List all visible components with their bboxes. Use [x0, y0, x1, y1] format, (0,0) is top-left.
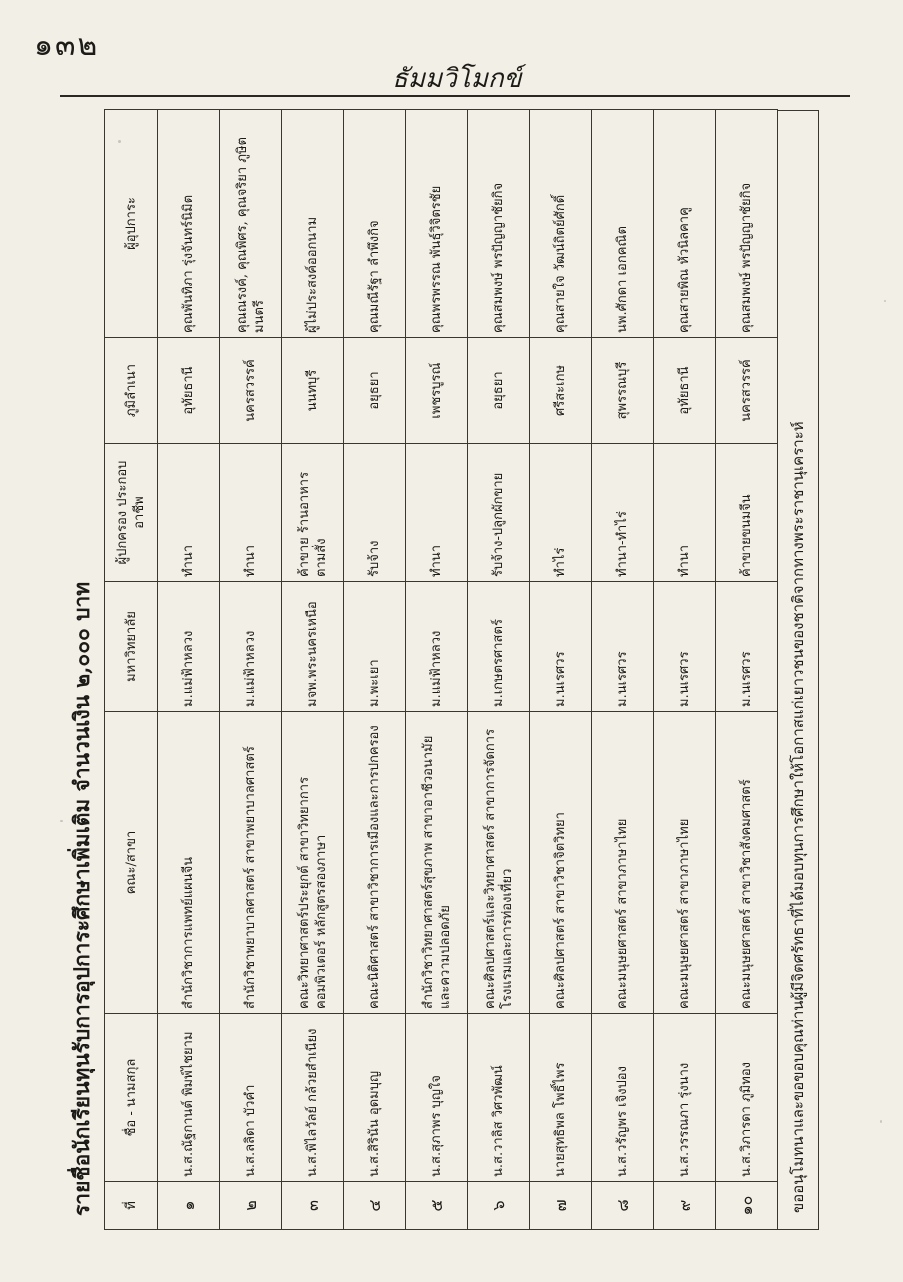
- cell-faculty: คณะศิลปศาสตร์และวิทยาศาสตร์ สาขาการจัดการโรงแรมและการท่องเที่ยว: [468, 712, 530, 1014]
- header-sponsor: ผู้อุปการะ: [105, 110, 158, 338]
- header-no: ที่: [105, 1182, 158, 1230]
- cell-university: ม.นเรศวร: [530, 582, 592, 712]
- cell-hometown: อุทัยธานี: [158, 338, 220, 444]
- cell-no: ๕: [406, 1182, 468, 1230]
- running-header: ธัมมวิโมกข์: [392, 64, 522, 94]
- cell-hometown: นนทบุรี: [282, 338, 344, 444]
- cell-guardian-job: ค้าขาย ร้านอาหารตามสั่ง: [282, 444, 344, 582]
- scan-speck: [118, 140, 121, 143]
- cell-faculty: คณะนิติศาสตร์ สาขาวิชาการเมืองและการปกครอง: [344, 712, 406, 1014]
- table-row: [158, 110, 220, 1230]
- cell-hometown: อยุธยา: [344, 338, 406, 444]
- table-row: [592, 110, 654, 1230]
- cell-guardian-job: รับจ้าง-ปลูกผักขาย: [468, 444, 530, 582]
- cell-sponsor: คุณพรพรรณ พันธุ์วิจิตรชัย: [406, 110, 468, 338]
- cell-name: น.ส.ณัฐกานต์ พิมพ์ไชยาม: [158, 1014, 220, 1182]
- cell-university: ม.นเรศวร: [716, 582, 778, 712]
- cell-university: ม.พะเยา: [344, 582, 406, 712]
- cell-name: น.ส.วรัญพร เจิงปอง: [592, 1014, 654, 1182]
- header-hometown: ภูมิลำเนา: [105, 338, 158, 444]
- cell-no: ๑: [158, 1182, 220, 1230]
- cell-name: นายสุทธิพล โพธิ์ไพร: [530, 1014, 592, 1182]
- cell-guardian-job: ทำนา: [654, 444, 716, 582]
- header-university: มหาวิทยาลัย: [105, 582, 158, 712]
- page-number: ๑๓๒: [34, 28, 100, 63]
- table-title: รายชื่อนักเรียนทุนรับการอุปการะศึกษาเพิ่มเติม จำนวนเงิน ๒,๐๐๐ บาท: [69, 581, 94, 1216]
- cell-faculty: คณะวิทยาศาสตร์ประยุกต์ สาขาวิทยาการคอมพิวเตอร์ หลักสูตรสองภาษา: [282, 712, 344, 1014]
- cell-hometown: นครสวรรค์: [716, 338, 778, 444]
- cell-sponsor: คุณมณีรัฐา ลำพึงกิจ: [344, 110, 406, 338]
- cell-name: น.ส.วิภารดา ภูมิทอง: [716, 1014, 778, 1182]
- cell-guardian-job: ทำนา-ทำไร่: [592, 444, 654, 582]
- cell-name: น.ส.สิรินัน อุดมบุญ: [344, 1014, 406, 1182]
- cell-no: ๑๐: [716, 1182, 778, 1230]
- table-footnote: ขออนุโมทนาและขอขอบคุณท่านผู้มีจิตศรัทธาที่ได้มอบทุนการศึกษาให้โอกาสแก่เยาวชนของชาติจากทางพระราชานุเคราะห์: [778, 110, 819, 1230]
- cell-hometown: อุทัยธานี: [654, 338, 716, 444]
- cell-sponsor: คุณสายพิณ หัวนิลคาคู: [654, 110, 716, 338]
- cell-no: ๓: [282, 1182, 344, 1230]
- cell-guardian-job: ทำนา: [220, 444, 282, 582]
- table-row: [406, 110, 468, 1230]
- cell-university: มจพ.พระนครเหนือ: [282, 582, 344, 712]
- cell-sponsor: คุณพันทิภา รุ่งจันทร์นิมิต: [158, 110, 220, 338]
- cell-faculty: คณะมนุษยศาสตร์ สาขาวิชาสังคมศาสตร์: [716, 712, 778, 1014]
- scan-speck: [60, 820, 63, 822]
- table-row: [530, 110, 592, 1230]
- cell-hometown: นครสวรรค์: [220, 338, 282, 444]
- cell-faculty: คณะมนุษยศาสตร์ สาขาภาษาไทย: [592, 712, 654, 1014]
- cell-no: ๒: [220, 1182, 282, 1230]
- cell-no: ๖: [468, 1182, 530, 1230]
- scholarship-table: [104, 109, 778, 1230]
- cell-sponsor: คุณสมพงษ์ พรปัญญาชัยกิจ: [716, 110, 778, 338]
- cell-guardian-job: รับจ้าง: [344, 444, 406, 582]
- cell-name: น.ส.วาลิส วิศวพัฒน์: [468, 1014, 530, 1182]
- table-row: [654, 110, 716, 1230]
- table-row: [716, 110, 778, 1230]
- cell-faculty: สำนักวิชาวิทยาศาสตร์สุขภาพ สาขาอาชีวอนามัยและความปลอดภัย: [406, 712, 468, 1014]
- cell-hometown: ศรีสะเกษ: [530, 338, 592, 444]
- cell-guardian-job: ทำนา: [158, 444, 220, 582]
- cell-faculty: คณะศิลปศาสตร์ สาขาวิชาจิตวิทยา: [530, 712, 592, 1014]
- header-rule: [60, 95, 850, 97]
- scan-speck: [884, 300, 886, 302]
- cell-sponsor: นพ.ศักดา เอกคณิต: [592, 110, 654, 338]
- cell-no: ๔: [344, 1182, 406, 1230]
- cell-guardian-job: ทำนา: [406, 444, 468, 582]
- cell-hometown: เพชรบูรณ์: [406, 338, 468, 444]
- cell-guardian-job: ค้าขายขนมจีน: [716, 444, 778, 582]
- rotated-table-block: [60, 110, 807, 1230]
- scan-speck: [880, 1120, 882, 1123]
- cell-sponsor: คุณณรงค์, คุณพิศร, คุณจริยา ภูษิตมนตรี: [220, 110, 282, 338]
- cell-sponsor: คุณสายใจ วัฒน์ถิตย์ศักดิ์: [530, 110, 592, 338]
- table-row: [282, 110, 344, 1230]
- cell-name: น.ส.สุภาพร บุญใจ: [406, 1014, 468, 1182]
- header-guardian-job: ผู้ปกครอง ประกอบอาชีพ: [105, 444, 158, 582]
- table-row: [468, 110, 530, 1230]
- cell-no: ๘: [592, 1182, 654, 1230]
- cell-faculty: สำนักวิชาการแพทย์แผนจีน: [158, 712, 220, 1014]
- cell-name: น.ส.ลลิดา บัวคำ: [220, 1014, 282, 1182]
- cell-no: ๗: [530, 1182, 592, 1230]
- table-row: [344, 110, 406, 1230]
- table-header-row: [105, 110, 158, 1230]
- cell-guardian-job: ทำไร่: [530, 444, 592, 582]
- cell-university: ม.แม่ฟ้าหลวง: [220, 582, 282, 712]
- cell-university: ม.นเรศวร: [592, 582, 654, 712]
- table-row: [220, 110, 282, 1230]
- cell-hometown: อยุธยา: [468, 338, 530, 444]
- cell-no: ๙: [654, 1182, 716, 1230]
- cell-university: ม.เกษตรศาสตร์: [468, 582, 530, 712]
- cell-faculty: คณะมนุษยศาสตร์ สาขาภาษาไทย: [654, 712, 716, 1014]
- cell-name: น.ส.วรรณภา รุ่งนาง: [654, 1014, 716, 1182]
- cell-university: ม.นเรศวร: [654, 582, 716, 712]
- header-faculty: คณะ/สาขา: [105, 712, 158, 1014]
- cell-hometown: สุพรรณบุรี: [592, 338, 654, 444]
- cell-university: ม.แม่ฟ้าหลวง: [158, 582, 220, 712]
- cell-university: ม.แม่ฟ้าหลวง: [406, 582, 468, 712]
- cell-faculty: สำนักวิชาพยาบาลศาสตร์ สาขาพยาบาลศาสตร์: [220, 712, 282, 1014]
- cell-name: น.ส.พิไลวัลย์ กล้วยสำเนียง: [282, 1014, 344, 1182]
- header-name: ชื่อ - นามสกุล: [105, 1014, 158, 1182]
- cell-sponsor: คุณสมพงษ์ พรปัญญาชัยกิจ: [468, 110, 530, 338]
- cell-sponsor: ผู้ไม่ประสงค์ออกนาม: [282, 110, 344, 338]
